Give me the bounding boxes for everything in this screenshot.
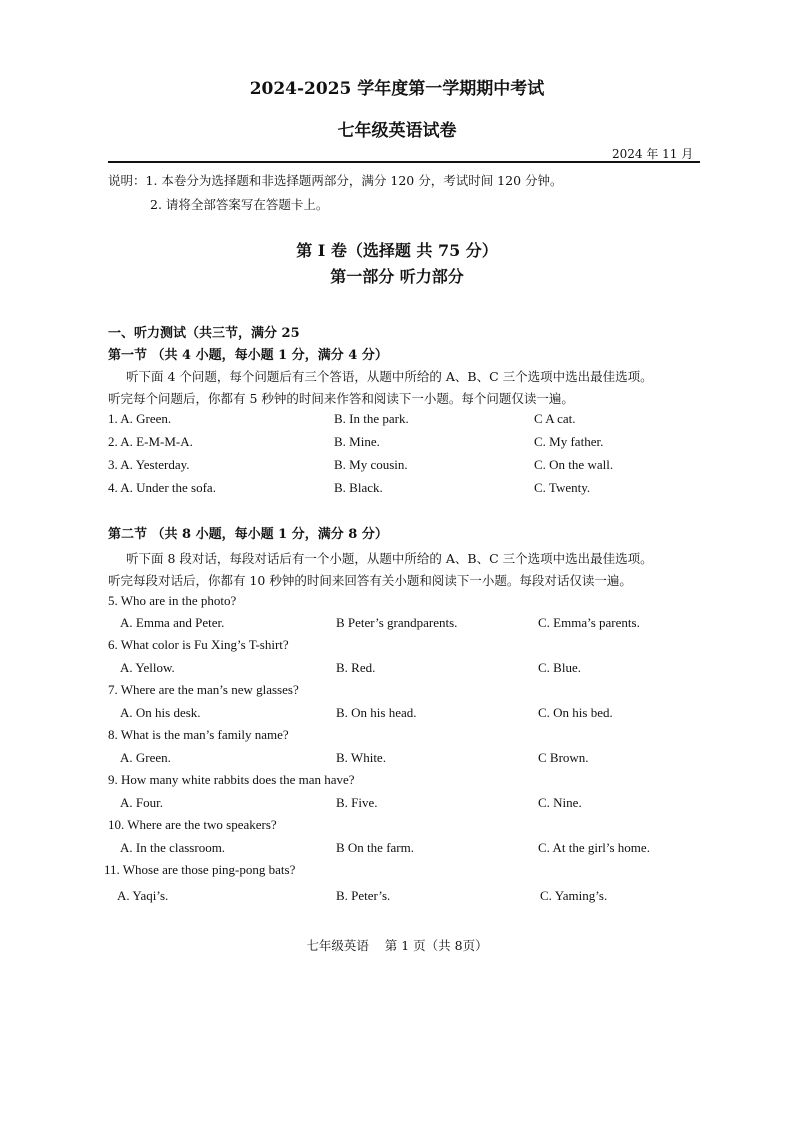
exam-title: 2024-2025 学年度第一学期期中考试	[249, 79, 545, 99]
section-2-instruction-2: 听完每段对话后，你都有 10 秒钟的时间来回答有关小题和阅读下一小题。每段对话仅读一遍。	[108, 573, 632, 588]
q8-option-a: A. Green.	[120, 750, 171, 765]
q6-question: 6. What color is Fu Xing’s T-shirt?	[108, 637, 289, 652]
q5-question: 5. Who are in the photo?	[108, 593, 237, 608]
q10-option-c: C. At the girl’s home.	[538, 840, 650, 855]
q11-option-a: A. Yaqi’s.	[117, 888, 169, 903]
exam-subtitle: 七年级英语试卷	[337, 121, 457, 141]
q7-question: 7. Where are the man’s new glasses?	[108, 682, 299, 697]
q4-option-b: B. Black.	[334, 480, 383, 495]
q11-option-b: B. Peter’s.	[336, 888, 391, 903]
q3-option-b: B. My cousin.	[334, 457, 408, 472]
q6-option-c: C. Blue.	[538, 660, 581, 675]
q10-question: 10. Where are the two speakers?	[108, 817, 277, 832]
q5-option-c: C. Emma’s parents.	[538, 615, 640, 630]
section-1-instruction-2: 听完每个问题后，你都有 5 秒钟的时间来作答和阅读下一小题。每个问题仅读一遍。	[108, 391, 574, 406]
listening-title: 一、听力测试（共三节，满分 25	[108, 326, 300, 341]
q3-option-a: 3. A. Yesterday.	[108, 457, 190, 472]
volume-heading: 第 I 卷（选择题 共 75 分）	[296, 241, 498, 260]
section-2-heading: 第二节 （共 8 小题，每小题 1 分，满分 8 分）	[108, 527, 388, 542]
q9-option-b: B. Five.	[336, 795, 378, 810]
instructions-line-1: 说明：1. 本卷分为选择题和非选择题两部分，满分 120 分，考试时间 120 分钟。	[108, 173, 563, 188]
header-rule	[108, 161, 700, 163]
exam-date: 2024 年 11 月	[612, 147, 694, 161]
q11-question: 11. Whose are those ping-pong bats?	[104, 862, 296, 877]
part-heading: 第一部分 听力部分	[330, 267, 464, 286]
q2-option-c: C. My father.	[534, 434, 604, 449]
q11-option-c: C. Yaming’s.	[540, 888, 608, 903]
q6-option-a: A. Yellow.	[120, 660, 175, 675]
section-1-heading: 第一节 （共 4 小题，每小题 1 分，满分 4 分）	[108, 348, 388, 363]
q9-question: 9. How many white rabbits does the man have?	[108, 772, 355, 787]
q8-question: 8. What is the man’s family name?	[108, 727, 289, 742]
q10-option-b: B On the farm.	[336, 840, 414, 855]
q7-option-a: A. On his desk.	[120, 705, 201, 720]
q9-option-c: C. Nine.	[538, 795, 582, 810]
q4-option-a: 4. A. Under the sofa.	[108, 480, 216, 495]
q5-option-b: B Peter’s grandparents.	[336, 615, 458, 630]
q2-option-a: 2. A. E-M-M-A.	[108, 434, 193, 449]
q1-option-b: B. In the park.	[334, 411, 409, 426]
q10-option-a: A. In the classroom.	[120, 840, 226, 855]
q4-option-c: C. Twenty.	[534, 480, 591, 495]
q8-option-c: C Brown.	[538, 750, 589, 765]
section-2-instruction-1: 听下面 8 段对话，每段对话后有一个小题，从题中所给的 A、B、C 三个选项中选出最佳选项。	[126, 551, 653, 566]
q5-option-a: A. Emma and Peter.	[120, 615, 225, 630]
q6-option-b: B. Red.	[336, 660, 376, 675]
section-1-instruction-1: 听下面 4 个问题，每个问题后有三个答语，从题中所给的 A、B、C 三个选项中选出最佳选项。	[126, 369, 653, 384]
q7-option-b: B. On his head.	[336, 705, 417, 720]
q3-option-c: C. On the wall.	[534, 457, 614, 472]
q9-option-a: A. Four.	[120, 795, 163, 810]
page-footer: 七年级英语 第 1 页（共 8页）	[306, 938, 488, 953]
q8-option-b: B. White.	[336, 750, 386, 765]
q1-option-a: 1. A. Green.	[108, 411, 172, 426]
instructions-line-2: 2. 请将全部答案写在答题卡上。	[150, 197, 329, 212]
q2-option-b: B. Mine.	[334, 434, 380, 449]
q1-option-c: C A cat.	[534, 411, 576, 426]
q7-option-c: C. On his bed.	[538, 705, 613, 720]
